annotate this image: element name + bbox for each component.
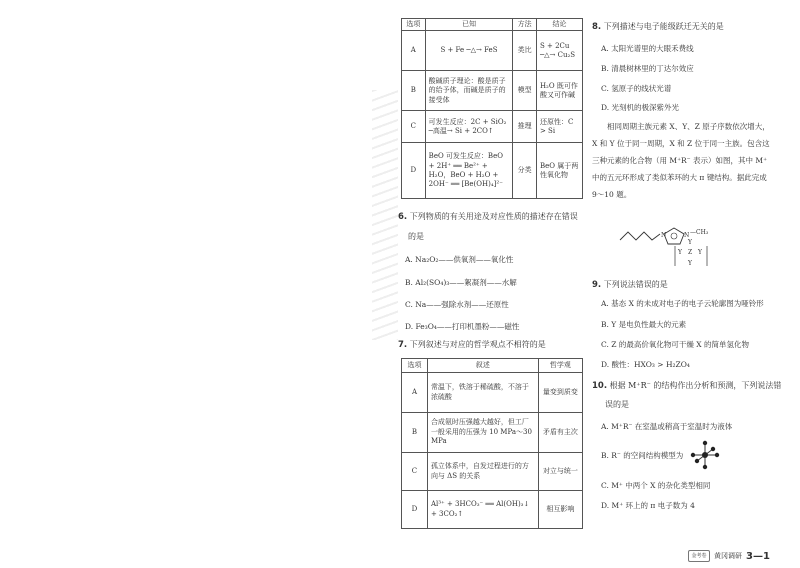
question-10-stem-cont: 误的是 [605, 400, 629, 409]
table-row [402, 31, 583, 71]
structure-methyl-label: —CH₃ [690, 229, 709, 236]
question-number: 8. [592, 22, 602, 32]
table-header-row [402, 359, 583, 373]
q6-option-d: D. Fe₃O₄——打印机墨粉——磁性 [405, 322, 520, 331]
question-text: 根据 M⁺R⁻ 的结构作出分析和预测，下列说法错 [609, 381, 782, 390]
table-cell: 酸碱质子理论：酸是质子的给予体，而碱是质子的接受体 [425, 71, 513, 111]
table-cell: 对立与统一 [538, 453, 582, 491]
table-cell: D [402, 143, 426, 199]
table-cell: 分类 [513, 143, 537, 199]
q6-option-b: B. Al₂(SO₄)₃——絮凝剂——水解 [405, 278, 517, 287]
table-cell: S + 2Cu ─△→ Cu₂S [536, 31, 582, 71]
q10-option-d: D. M⁺ 环上的 π 电子数为 4 [601, 501, 695, 510]
question-text: 下列描述与电子能级跃迁无关的是 [603, 22, 724, 31]
question-6-stem [398, 211, 578, 222]
structure-y-label: Y [688, 239, 692, 246]
question-9-stem [592, 279, 668, 290]
watermark [372, 90, 398, 340]
table-header: 结论 [536, 19, 582, 31]
question-7-stem [398, 339, 546, 350]
structure-n-label: N [684, 232, 690, 239]
q6-option-c: C. Na——强除水剂——还原性 [405, 300, 509, 309]
table-header: 已知 [425, 19, 513, 31]
table-row [402, 143, 583, 199]
table-header: 方法 [513, 19, 537, 31]
q8-option-d: D. 光刻机的极深紫外光 [601, 103, 680, 112]
publisher-logo: 金考卷 [688, 550, 710, 562]
q9-option-c: C. Z 的最高价氧化物可干燥 X 的简单氢化物 [601, 340, 749, 349]
table-header: 选项 [402, 19, 426, 31]
table-row [402, 453, 583, 491]
table-cell: 量变到质变 [538, 373, 582, 413]
table-cell: S + Fe ─△→ FeS [425, 31, 513, 71]
table-header-row [402, 19, 583, 31]
table-cell: C [402, 453, 428, 491]
table-cell: 相互影响 [538, 491, 582, 529]
table-cell: A [402, 31, 426, 71]
q8-option-c: C. 氢原子的线状光谱 [601, 84, 672, 93]
q9-option-d: D. 酸性：HXO₃ > H₂ZO₄ [601, 360, 690, 369]
q10-option-b: B. R⁻ 的空间结构模型为 [601, 451, 684, 460]
table-cell: 矛盾有主次 [538, 413, 582, 453]
question-10-stem [592, 380, 781, 391]
structure-z-label: Z [688, 249, 693, 256]
philosophy-table [401, 358, 583, 529]
table-row [402, 491, 583, 529]
table-header: 哲学观 [538, 359, 582, 373]
q10-option-c: C. M⁺ 中两个 X 的杂化类型相同 [601, 481, 711, 490]
ionic-liquid-structure [618, 222, 738, 272]
q8-option-a: A. 太阳光谱里的大眼禾费线 [601, 44, 694, 53]
table-row [402, 413, 583, 453]
table-cell: 合成氨时压强越大越好，但工厂一般采用的压强为 10 MPa～30 MPa [427, 413, 538, 453]
page-number: 3—1 [746, 550, 770, 562]
table-cell: 类比 [513, 31, 537, 71]
q8-option-b: B. 清晨树林里的丁达尔效应 [601, 64, 694, 73]
table-cell: Al³⁺ + 3HCO₃⁻ ══ Al(OH)₃↓ + 3CO₂↑ [427, 491, 538, 529]
passage-text: 相同周期主族元素 X、Y、Z 原子序数依次增大，X 和 Y 位于同一周期，X 和 Z 位于同一主族。包含这三种元素的化合物（用 M⁺R⁻ 表示）如图，其中 M⁺ 中的五元环形成了类似苯环的大 π 键结构。据此完成 9～10 题。 [592, 122, 770, 199]
table-cell: 推理 [513, 111, 537, 143]
table-row [402, 373, 583, 413]
table-cell: H₂O 既可作酸又可作碱 [536, 71, 582, 111]
question-text: 下列叙述与对应的哲学观点不相符的是 [409, 340, 546, 349]
question-number: 7. [398, 340, 408, 350]
table-cell: BeO 可发生反应：BeO + 2H⁺ ══ Be²⁺ + H₂O，BeO + H₂O + 2OH⁻ ══ [Be(OH)₄]²⁻ [425, 143, 513, 199]
table-cell: 孤立体系中，自发过程进行的方向与 ΔS 的关系 [427, 453, 538, 491]
table-row [402, 111, 583, 143]
q9-option-b: B. Y 是电负性最大的元素 [601, 320, 687, 329]
q10-option-a: A. M⁺R⁻ 在室温或稍高于室温时为液体 [601, 422, 733, 431]
question-number: 9. [592, 280, 602, 290]
structure-y-label: Y [678, 249, 682, 256]
table-cell: 常温下，铁溶于稀硫酸，不溶于浓硫酸 [427, 373, 538, 413]
table-cell: BeO 属于两性氧化物 [536, 143, 582, 199]
table-cell: 还原性：C > Si [536, 111, 582, 143]
table-cell: B [402, 413, 428, 453]
octahedral-model-icon [690, 440, 720, 470]
table-header: 选项 [402, 359, 428, 373]
table-row [402, 71, 583, 111]
question-6-stem-cont: 的是 [408, 232, 424, 241]
question-number: 10. [592, 381, 608, 391]
question-8-stem [592, 21, 724, 32]
table-header: 叙述 [427, 359, 538, 373]
table-cell: B [402, 71, 426, 111]
question-number: 6. [398, 212, 408, 222]
q9-option-a: A. 基态 X 的未成对电子的电子云轮廓图为哑铃形 [601, 299, 764, 308]
series-name: 黄冈调研 [714, 552, 742, 560]
structure-y-label: Y [698, 249, 702, 256]
structure-y-label: Y [688, 260, 692, 267]
table-cell: D [402, 491, 428, 529]
q6-option-a: A. Na₂O₂——供氧剂——氧化性 [405, 255, 514, 264]
table-cell: 模型 [513, 71, 537, 111]
known-method-table [401, 18, 583, 199]
question-text: 下列说法错误的是 [603, 280, 668, 289]
table-cell: A [402, 373, 428, 413]
table-cell: 可发生反应：2C + SiO₂ ─高温→ Si + 2CO↑ [425, 111, 513, 143]
structure-n-label: N [661, 232, 667, 239]
page-footer [688, 550, 770, 562]
table-cell: C [402, 111, 426, 143]
question-text: 下列物质的有关用途及对应性质的描述存在错误 [409, 212, 578, 221]
